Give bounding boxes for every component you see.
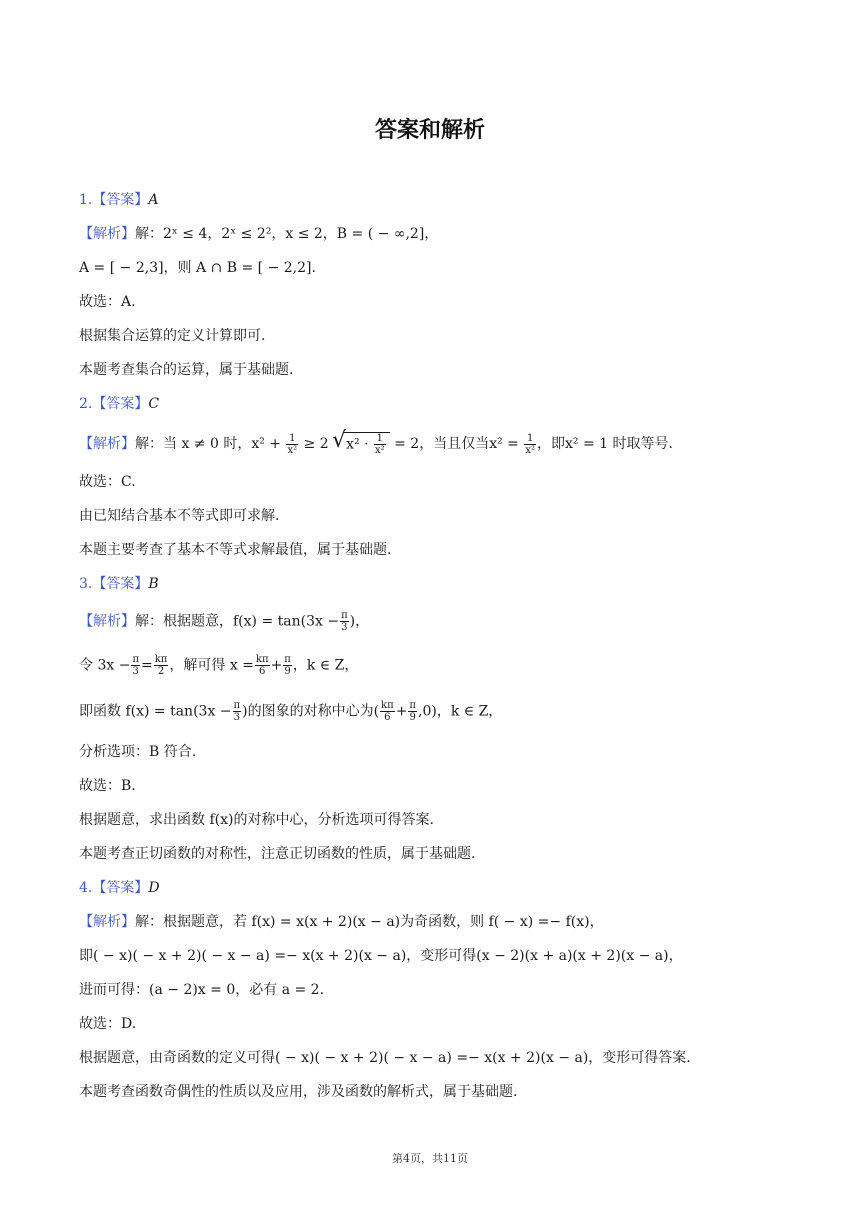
q1-line-4: 根据集合运算的定义计算即可. <box>79 328 266 344</box>
q3-l3-fraction-2 <box>380 700 395 723</box>
q3-answer-label: 3.【答案】 <box>79 576 149 592</box>
q3-l3-fraction-3 <box>408 700 417 723</box>
q2-answer-value: C <box>148 396 160 412</box>
q3-l3-f1-num: π <box>233 700 241 711</box>
q3-line-4: 分析选项：B 符合. <box>79 744 197 760</box>
q3-l2-f3-num: kπ <box>255 654 269 665</box>
q1-line-5: 本题考查集合的运算，属于基础题. <box>79 362 294 378</box>
q4-line-2: 即( − x)( − x + 2)( − x − a) =− x(x + 2)(x − a)，变形可得(x − 2)(x + a)(x + 2)(x − a)， <box>79 948 683 964</box>
q4-answer-label: 4.【答案】 <box>79 880 149 896</box>
q4-line-5: 根据题意，由奇函数的定义可得( − x)( − x + 2)( − x − a) =− x(x + 2)(x − a)，变形可得答案. <box>79 1050 691 1066</box>
q1-analysis-text: 解：2ˣ ≤ 4，2ˣ ≤ 2²，x ≤ 2，B = ( − ∞,2]， <box>135 226 439 242</box>
q2-text-a: 解：当 x ≠ 0 时，x² + <box>135 436 282 452</box>
q4-analysis-line <box>79 912 604 932</box>
q2-f1-num: 1 <box>286 433 298 445</box>
q1-analysis-line <box>79 224 438 244</box>
q3-l2-text-b: = <box>141 657 153 674</box>
q1-answer-value: A <box>148 192 159 208</box>
page-footer: 第4页，共11页 <box>392 1152 468 1165</box>
q2-f2-den: x² <box>525 444 536 456</box>
q3-l3-f1-den: 3 <box>233 712 240 723</box>
q3-l1-fraction <box>340 610 349 633</box>
q3-l3-text-b: )的图象的对称中心为( <box>242 703 380 720</box>
q3-l3-text-a: 即函数 f(x) = tan(3x − <box>79 703 232 720</box>
q3-l2-fraction-3 <box>255 654 270 677</box>
q1-line-3: 故选：A. <box>79 294 136 310</box>
q3-l3-f3-num: π <box>409 700 416 711</box>
q3-l3-text-d: ,0)，k ∈ Z， <box>418 703 503 720</box>
q3-line-2 <box>79 654 358 677</box>
page-title: 答案和解析 <box>374 118 485 143</box>
q3-l2-f2-den: 2 <box>157 666 165 677</box>
q2-sqrt <box>343 432 390 456</box>
q3-l2-text-a: 令 3x − <box>79 657 131 674</box>
q3-l1-text-b: )， <box>349 613 370 630</box>
q3-l2-text-c: ，解可得 x = <box>169 657 254 674</box>
q4-line-6: 本题考查函数奇偶性的性质以及应用，涉及函数的解析式，属于基础题. <box>79 1084 518 1100</box>
q3-answer-line <box>79 574 159 594</box>
q3-answer-value: B <box>148 576 159 592</box>
q3-line-5: 故选：B. <box>79 778 136 794</box>
q4-line-4: 故选：D. <box>79 1016 137 1032</box>
q1-answer-label: 1.【答案】 <box>79 192 149 208</box>
q3-line-6: 根据题意，求出函数 f(x)的对称中心，分析选项可得答案. <box>79 812 434 828</box>
q3-analysis-label: 【解析】 <box>79 613 135 630</box>
q4-answer-line <box>79 878 160 898</box>
q2-fraction-1 <box>286 433 298 456</box>
q3-analysis-line <box>79 610 369 633</box>
q2-sqf-num: 1 <box>374 433 386 445</box>
q2-line-5: 本题主要考查了基本不等式求解最值，属于基础题. <box>79 542 392 558</box>
q3-l2-fraction-4 <box>283 654 292 677</box>
q1-answer-line <box>79 190 158 210</box>
q3-l1-f-den: 3 <box>341 622 348 633</box>
q3-l2-f1-num: π <box>132 654 140 665</box>
q4-answer-value: D <box>148 880 160 896</box>
q2-line-3: 故选：C. <box>79 474 136 490</box>
q2-sqf-den: x² <box>375 445 385 456</box>
q3-l2-f4-den: 9 <box>284 666 291 677</box>
q3-l3-f2-num: kπ <box>381 700 394 711</box>
q1-line-2: A = [ − 2,3]，则 A ∩ B = [ − 2,2]. <box>79 260 316 276</box>
q2-answer-line <box>79 394 159 414</box>
q2-text-b: ≥ 2 <box>303 436 329 452</box>
q2-line-4: 由已知结合基本不等式即可求解. <box>79 508 280 524</box>
q3-l1-f-num: π <box>341 610 348 621</box>
q4-line-3: 进而可得：(a − 2)x = 0，必有 a = 2. <box>79 982 325 998</box>
q1-analysis-label: 【解析】 <box>79 226 135 242</box>
q2-fraction-2 <box>524 433 536 456</box>
q3-l2-text-d: + <box>270 657 283 674</box>
q3-l3-fraction-1 <box>233 700 242 723</box>
q3-l2-f4-num: π <box>284 654 291 665</box>
q2-text-c: = 2，当且仅当x² = <box>394 436 519 452</box>
q3-l3-text-c: + <box>395 703 408 720</box>
q3-l2-text-e: ，k ∈ Z， <box>292 657 359 674</box>
q3-l3-f3-den: 9 <box>409 712 416 723</box>
q2-answer-label: 2.【答案】 <box>79 396 149 412</box>
q3-l3-f2-den: 6 <box>384 712 391 723</box>
q3-line-7: 本题考查正切函数的对称性，注意正切函数的性质，属于基础题. <box>79 846 476 862</box>
q2-analysis-label: 【解析】 <box>79 436 135 452</box>
q2-f1-den: x² <box>287 444 298 456</box>
q2-sqrt-fraction <box>374 433 386 456</box>
q2-sqrt-text: x² · <box>346 436 369 453</box>
q2-f2-num: 1 <box>524 433 536 445</box>
q3-l2-f3-den: 6 <box>259 666 266 677</box>
q3-l2-f2-num: kπ <box>154 654 168 665</box>
q3-l2-fraction-2 <box>154 654 169 677</box>
q4-analysis-text: 解：根据题意，若 f(x) = x(x + 2)(x − a)为奇函数，则 f( − x) =− f(x)， <box>135 914 604 930</box>
q3-l2-f1-den: 3 <box>132 666 139 677</box>
q2-analysis-line <box>79 432 673 456</box>
q3-line-3 <box>79 700 502 723</box>
q4-analysis-label: 【解析】 <box>79 914 135 930</box>
q3-l2-fraction-1 <box>131 654 140 677</box>
q2-text-d: ，即x² = 1 时取等号. <box>537 436 673 452</box>
q3-l1-text-a: 解：根据题意，f(x) = tan(3x − <box>135 613 340 630</box>
